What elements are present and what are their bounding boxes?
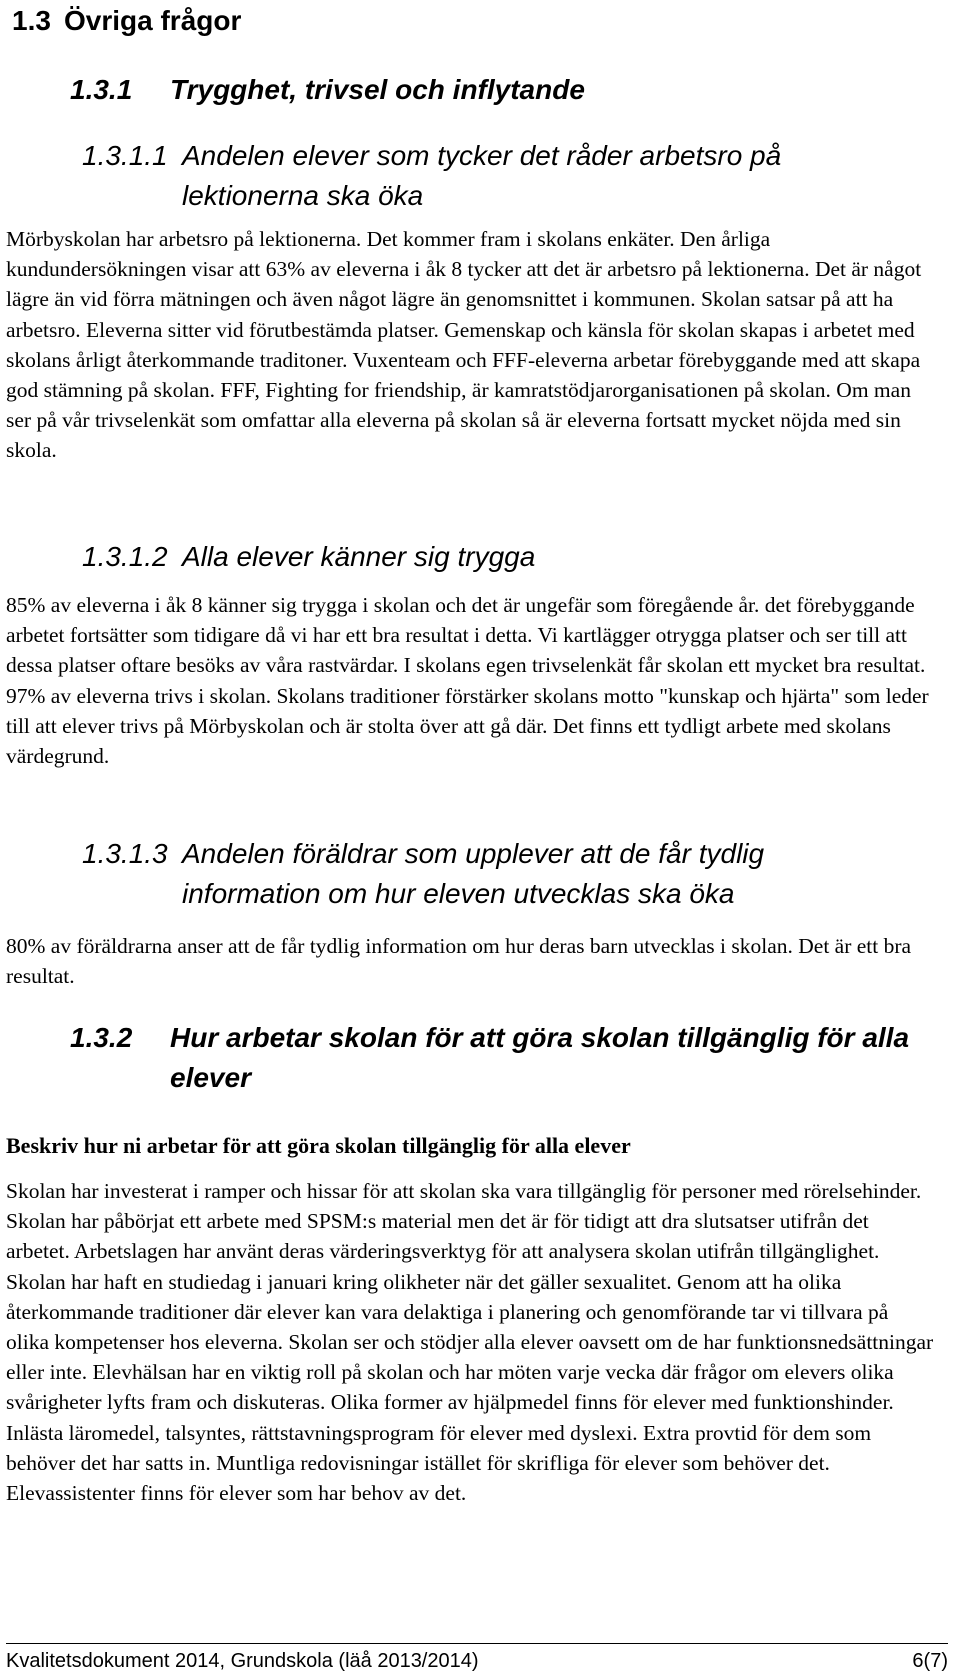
section-heading bbox=[12, 4, 241, 38]
subsection-heading bbox=[70, 73, 585, 107]
footer-divider bbox=[6, 1643, 948, 1644]
item-title-1: Andelen elever som tycker det råder arbetsro på lektionerna ska öka bbox=[182, 140, 782, 211]
footer-document-title: Kvalitetsdokument 2014, Grundskola (läå 2013/2014) bbox=[6, 1650, 479, 1672]
item-title-2: Alla elever känner sig trygga bbox=[182, 541, 536, 572]
prompt-heading: Beskriv hur ni arbetar för att göra skolan tillgänglig för alla elever bbox=[6, 1133, 631, 1158]
subsection-title: Trygghet, trivsel och inflytande bbox=[170, 74, 585, 105]
page-number: 6(7) bbox=[912, 1650, 948, 1672]
page-footer bbox=[6, 1648, 948, 1674]
subsection2-heading bbox=[70, 1018, 940, 1098]
section-title: Övriga frågor bbox=[64, 5, 242, 36]
subsection2-title: Hur arbetar skolan för att göra skolan tillgänglig för alla elever bbox=[170, 1022, 910, 1093]
item-number-2: 1.3.1.2 bbox=[82, 541, 168, 572]
section-number: 1.3 bbox=[12, 5, 51, 36]
item-number-1: 1.3.1.1 bbox=[82, 140, 168, 171]
item-heading-3 bbox=[82, 834, 832, 914]
item-heading-2 bbox=[82, 537, 882, 577]
subsection-number: 1.3.1 bbox=[70, 74, 133, 105]
item-heading-1 bbox=[82, 136, 882, 216]
item-title-3: Andelen föräldrar som upplever att de får tydlig information om hur eleven utvecklas ska öka bbox=[182, 838, 765, 909]
item-body-3: 80% av föräldrarna anser att de får tydlig information om hur deras barn utvecklas i skolan. Det är ett bra resultat. bbox=[6, 934, 912, 989]
item-number-3: 1.3.1.3 bbox=[82, 838, 168, 869]
item-body-2: 85% av eleverna i åk 8 känner sig trygga i skolan och det är ungefär som föregående år. det förebyggande arbetet fortsätter som tidigare då vi har ett bra resultat i detta. Vi kartlägger otrygga platser och ser till att dessa platser oftare besöks av våra rastvärdar. I skolans egen trivselenkät får skolan ett mycket bra resultat. 97% av eleverna trivs i skolan. Skolans traditioner förstärker skolans motto "kunskap och hjärta" som leder till att elever trivs på Mörbyskolan och är stolta över att gå där. Det finns ett tydligt arbete med skolans värdegrund. bbox=[6, 593, 929, 769]
subsection2-body: Skolan har investerat i ramper och hissar för att skolan ska vara tillgänglig för personer med rörelsehinder. Skolan har påbörjat ett arbete med SPSM:s material men det är för tidigt att dra slutsatser utifrån det arbetet. Arbetslagen har använt deras värderingsverktyg för att analysera skolan utifrån tillgänglighet. Skolan har haft en studiedag i januari kring olikheter när det gäller sexualitet. Genom att ha olika återkommande traditioner där elever kan vara delaktiga i planering och genomförande tar vi tillvara på olika kompetenser hos eleverna. Skolan ser och stödjer alla elever oavsett om de har funktionsnedsättningar eller inte. Elevhälsan har en viktig roll på skolan och har möten varje vecka där frågor om elevers olika svårigheter lyfts fram och diskuteras. Olika former av hjälpmedel finns för elever med funktionshinder. Inlästa läromedel, talsyntes, rättstavningsprogram för elever med dyslexi. Extra provtid för dem som behöver det har satts in. Muntliga redovisningar istället för skrifliga för elever som behöver det. Elevassistenter finns för elever som har behov av det. bbox=[6, 1179, 934, 1506]
subsection2-number: 1.3.2 bbox=[70, 1022, 133, 1053]
item-body-1: Mörbyskolan har arbetsro på lektionerna. Det kommer fram i skolans enkäter. Den årliga kundundersökningen visar att 63% av eleverna i åk 8 tycker att det är arbetsro på lektionerna. Det är något lägre än vid förra mätningen och även något lägre än genomsnittet i kommunen. Skolan satsar på att ha arbetsro. Eleverna sitter vid förutbestämda platser. Gemenskap och känsla för skolan skapas i arbetet med skolans årligt återkommande traditoner. Vuxenteam och FFF-eleverna arbetar förebyggande med att skapa god stämning på skolan. FFF, Fighting for friendship, är kamratstödjarorganisationen på skolan. Om man ser på vår trivselenkät som omfattar alla eleverna på skolan så är eleverna fortsatt mycket nöjda med sin skola. bbox=[6, 227, 922, 463]
